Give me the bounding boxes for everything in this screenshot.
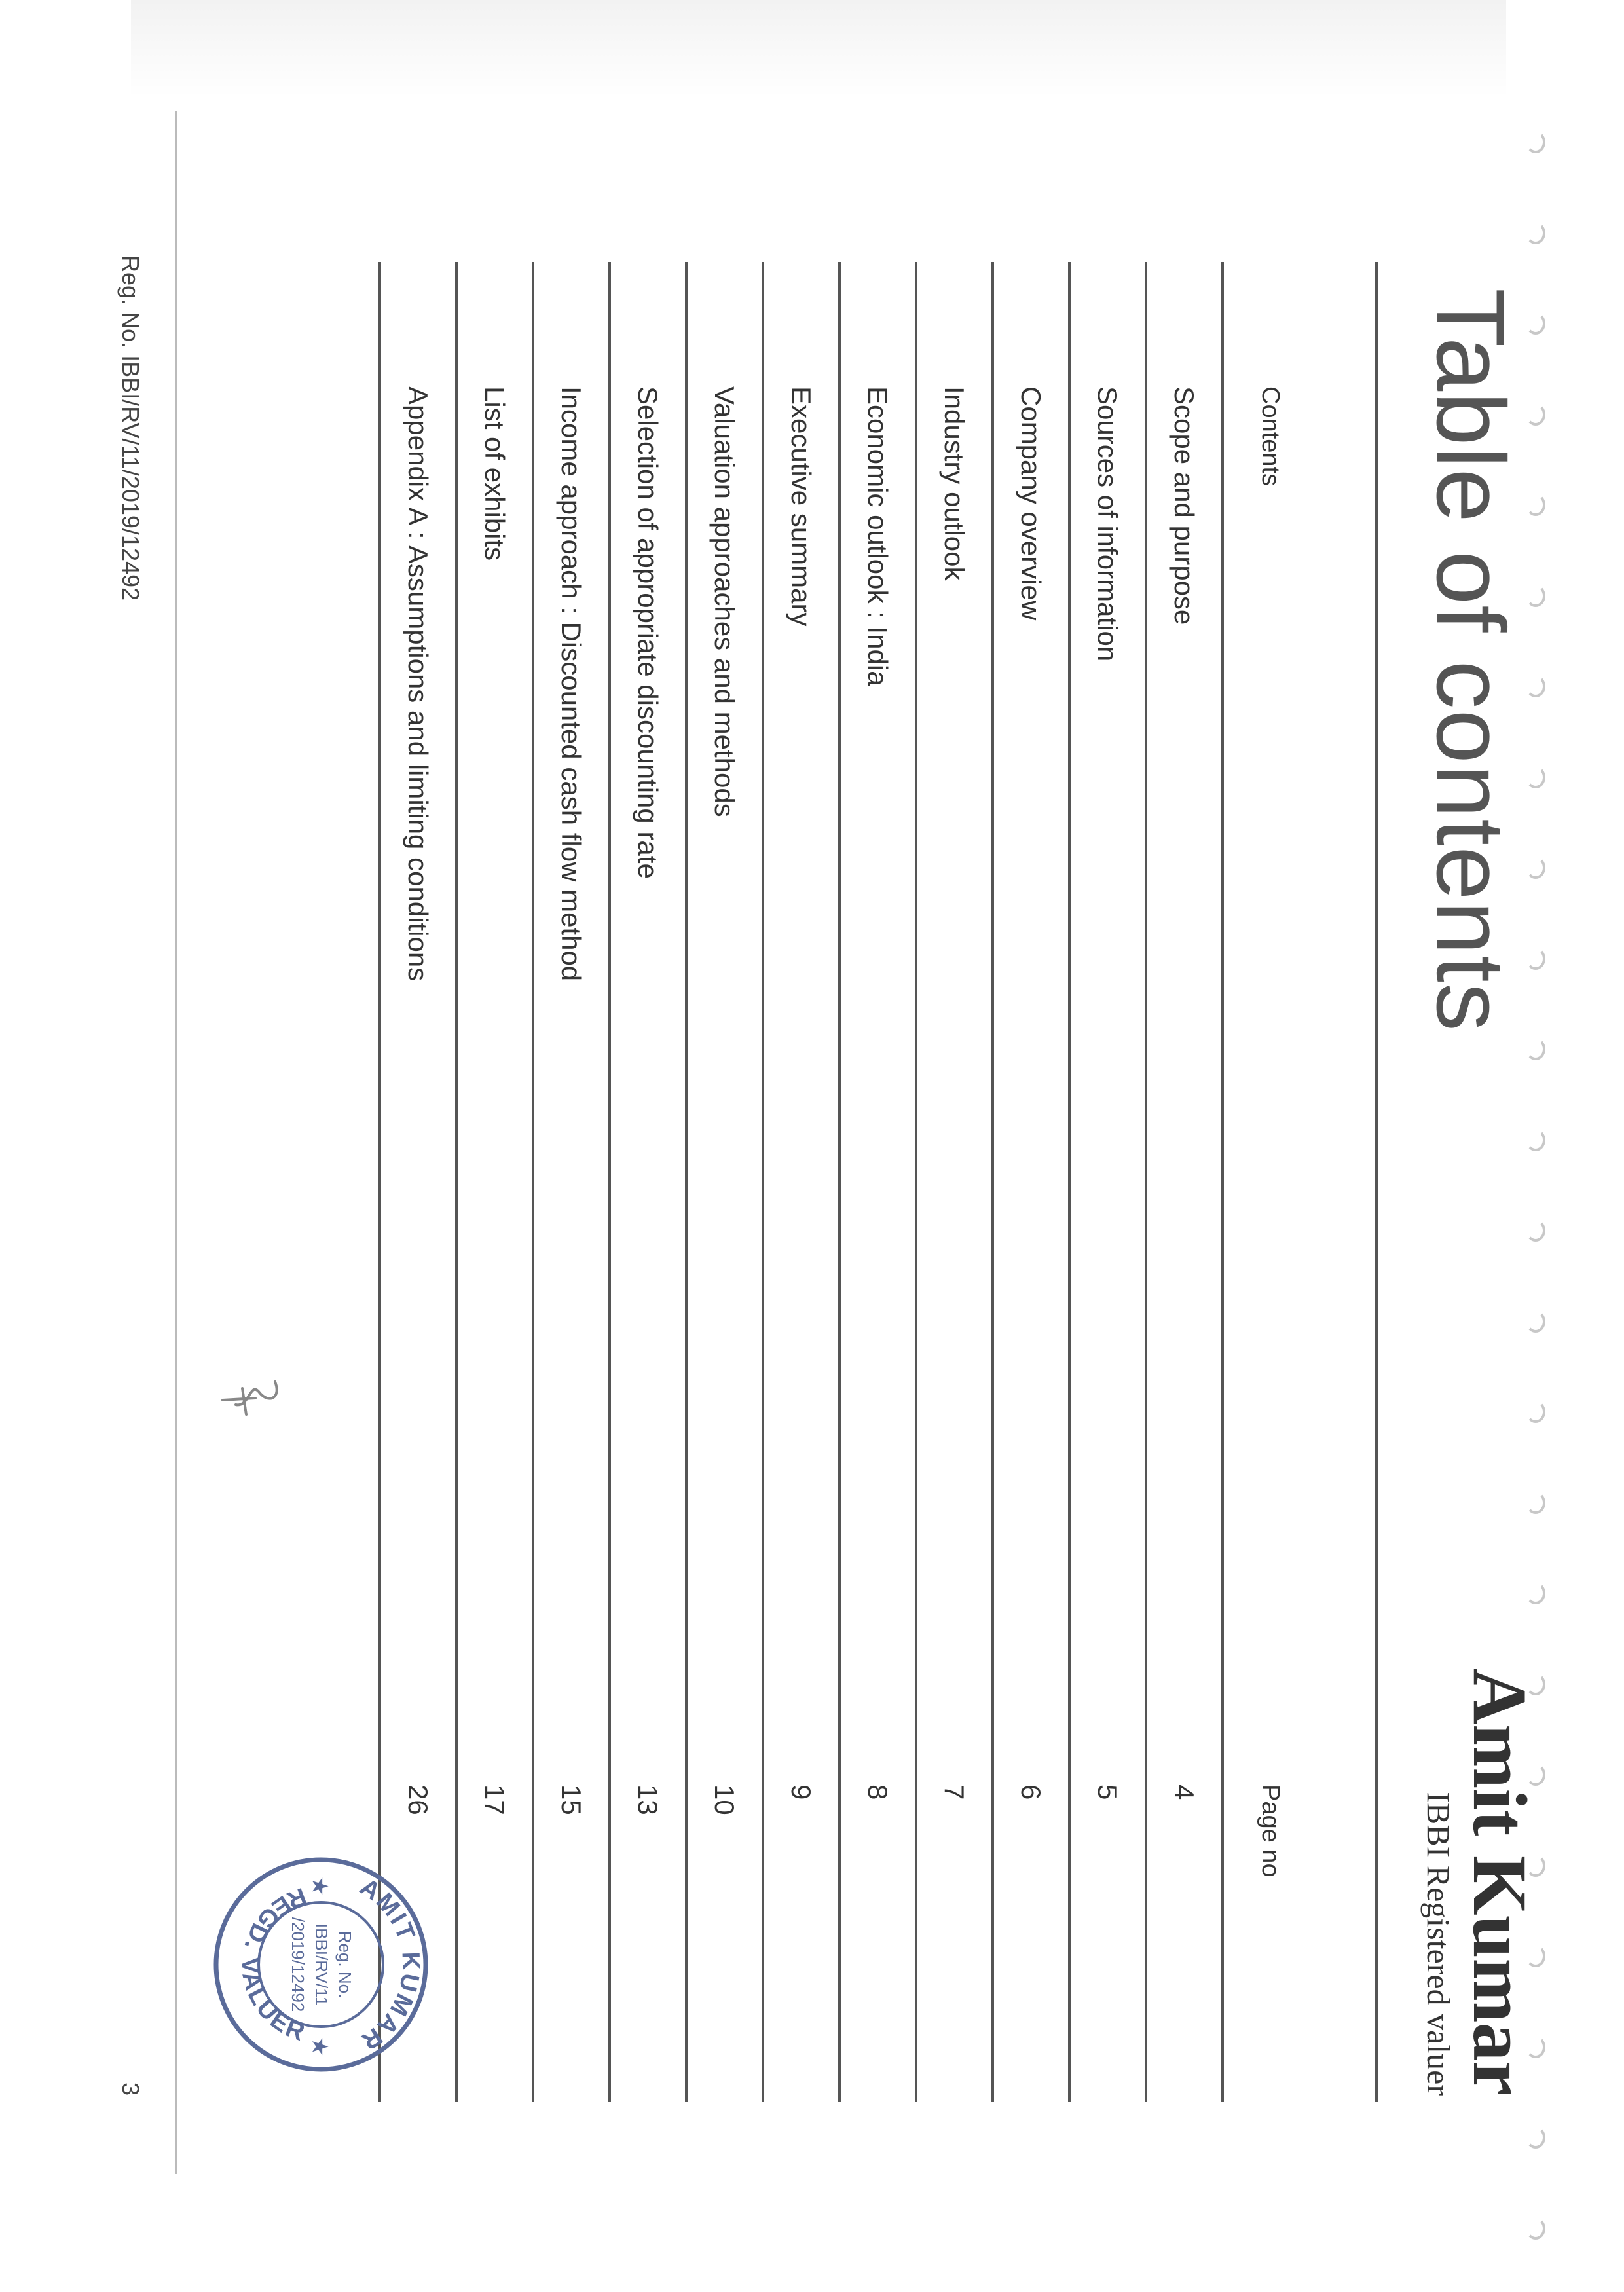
binder-hole-icon xyxy=(1526,222,1545,244)
svg-text:REGD. VALUER: REGD. VALUER xyxy=(236,1881,310,2048)
toc-item-label: Income approach : Discounted cash flow method xyxy=(556,386,587,982)
toc-item-label: Executive summary xyxy=(786,386,817,627)
toc-item-page: 10 xyxy=(709,1784,741,1815)
svg-text:★: ★ xyxy=(307,1876,332,1896)
brand-name: Amit Kumar xyxy=(1457,1668,1543,2096)
footer-divider xyxy=(175,111,177,2174)
binder-hole-icon xyxy=(1526,857,1545,879)
svg-text:/2019/12492: /2019/12492 xyxy=(288,1917,308,2012)
binder-hole-icon xyxy=(1526,1129,1545,1151)
binder-hole-icon xyxy=(1526,675,1545,697)
toc-row xyxy=(532,262,608,2102)
toc-item-label: List of exhibits xyxy=(479,386,511,561)
toc-item-page: 15 xyxy=(556,1784,587,1815)
toc-item-label: Company overview xyxy=(1016,386,1047,621)
scan-shadow xyxy=(131,0,1506,98)
toc-item-label: Selection of appropriate discounting rate xyxy=(633,386,664,879)
toc-row xyxy=(838,262,915,2102)
binder-hole-icon xyxy=(1526,1582,1545,1604)
toc-item-label: Economic outlook : India xyxy=(862,386,894,686)
brand-block xyxy=(1420,1668,1543,2096)
header-divider xyxy=(1375,262,1378,2102)
binder-hole-icon xyxy=(1526,766,1545,788)
toc-item-page: 9 xyxy=(786,1784,817,1800)
svg-text:AMIT KUMAR: AMIT KUMAR xyxy=(355,1873,425,2056)
toc-item-page: 8 xyxy=(862,1784,894,1800)
binder-hole-icon xyxy=(1526,403,1545,426)
toc-row xyxy=(915,262,991,2102)
toc-item-label: Industry outlook xyxy=(939,386,970,581)
toc-column-page: Page no xyxy=(1257,1784,1284,1877)
binder-hole-icon xyxy=(1526,312,1545,335)
toc-table xyxy=(378,262,1316,2102)
svg-text:IBBI/RV/11: IBBI/RV/11 xyxy=(312,1923,331,2006)
binder-hole-icon xyxy=(1526,1310,1545,1333)
toc-row xyxy=(1145,262,1221,2102)
toc-item-page: 4 xyxy=(1169,1784,1200,1800)
toc-row xyxy=(991,262,1068,2102)
binder-hole-icon xyxy=(1526,131,1545,153)
toc-item-label: Sources of information xyxy=(1092,386,1124,662)
signature-icon xyxy=(216,1369,288,1428)
brand-subtitle: IBBI Registered valuer xyxy=(1420,1792,1458,2096)
toc-item-label: Appendix A : Assumptions and limiting conditions xyxy=(403,386,434,982)
page-title: Table of contents xyxy=(1416,288,1524,1032)
footer-registration-number: Reg. No. IBBI/RV/11/2019/12492 xyxy=(117,255,144,601)
toc-item-page: 26 xyxy=(403,1784,434,1815)
toc-item-label: Valuation approaches and methods xyxy=(709,386,741,817)
binder-hole-icon xyxy=(1526,948,1545,970)
binder-hole-icon xyxy=(1526,2217,1545,2240)
binder-hole-icon xyxy=(1526,494,1545,516)
binder-hole-icon xyxy=(1526,1038,1545,1060)
toc-row xyxy=(608,262,685,2102)
toc-item-page: 13 xyxy=(633,1784,664,1815)
binder-hole-icon xyxy=(1526,1401,1545,1423)
toc-item-page: 17 xyxy=(479,1784,511,1815)
binder-hole-icon xyxy=(1526,1219,1545,1242)
toc-header-row xyxy=(1221,262,1316,2102)
toc-column-contents: Contents xyxy=(1257,386,1284,487)
toc-row xyxy=(1068,262,1145,2102)
toc-item-page: 6 xyxy=(1016,1784,1047,1800)
svg-text:Reg. No.: Reg. No. xyxy=(335,1931,355,1999)
toc-row xyxy=(685,262,762,2102)
binder-hole-icon xyxy=(1526,2126,1545,2149)
page-number: 3 xyxy=(117,2082,144,2096)
svg-text:★: ★ xyxy=(307,2037,332,2057)
binder-hole-icon xyxy=(1526,1492,1545,1514)
toc-item-label: Scope and purpose xyxy=(1169,386,1200,625)
binder-hole-icon xyxy=(1526,585,1545,607)
toc-row xyxy=(378,262,455,2102)
valuer-stamp-icon xyxy=(210,1853,432,2076)
toc-row xyxy=(762,262,838,2102)
toc-row xyxy=(455,262,532,2102)
toc-item-page: 5 xyxy=(1092,1784,1124,1800)
toc-item-page: 7 xyxy=(939,1784,970,1800)
